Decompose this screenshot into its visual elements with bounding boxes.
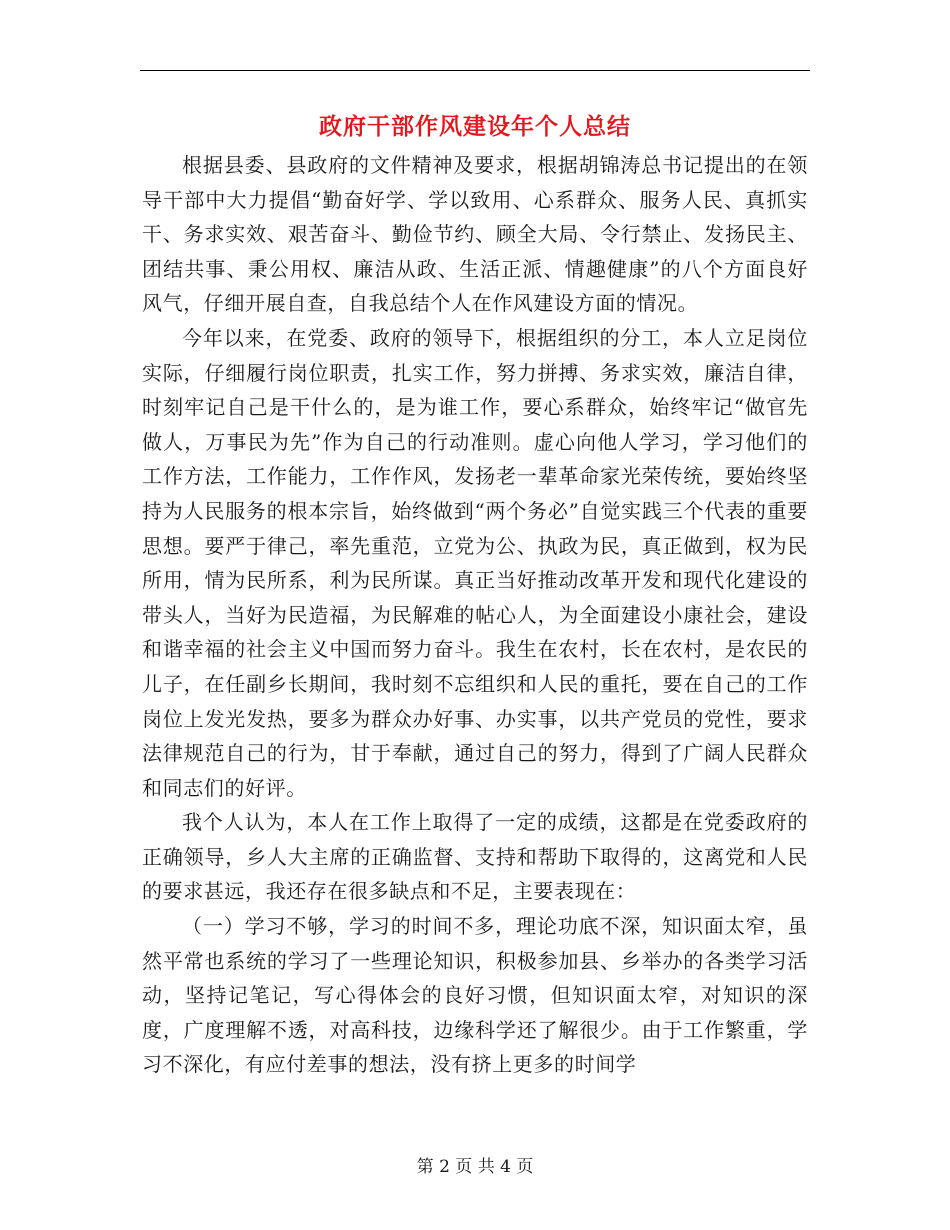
page-number-footer: 第 2 页 共 4 页 — [416, 1157, 534, 1177]
header-rule — [140, 70, 810, 71]
document-title: 政府干部作风建设年个人总结 — [319, 113, 631, 140]
paragraph-shortcoming-1: （一）学习不够，学习的时间不多，理论功底不深，知识面太窄，虽然平常也系统的学习了一些理论知识，积极参加县、乡举办的各类学习活动，坚持记笔记，写心得体会的良好习惯，但知识面太窄，对知识的深度，广度理解不透，对高科技，边缘科学还了解很少。由于工作繁重，学习不深化，有应付差事的想法，没有挤上更多的时间学 — [142, 914, 808, 1077]
paragraph-work-summary: 今年以来，在党委、政府的领导下，根据组织的分工，本人立足岗位实际，仔细履行岗位职责，扎实工作，努力拼搏、务求实效，廉洁自律，时刻牢记自己是干什么的，是为谁工作，要心系群众，始终牢记“做官先做人，万事民为先”作为自己的行动准则。虚心向他人学习，学习他们的工作方法，工作能力，工作作风，发扬老一辈革命家光荣传统，要始终坚持为人民服务的根本宗旨，始终做到“两个务必”自觉实践三个代表的重要思想。要严于律己，率先重范，立党为公、执政为民，真正做到，权为民所用，情为民所系，利为民所谋。真正当好推动改革开发和现代化建设的带头人，当好为民造福，为民解难的帖心人，为全面建设小康社会，建设和谐幸福的社会主义中国而努力奋斗。我生在农村，长在农村，是农民的儿子，在任副乡长期间，我时刻不忘组织和人民的重托，要在自己的工作岗位上发光发热，要多为群众办好事、办实事，以共产党员的党性，要求法律规范自己的行为，甘于奉献，通过自己的努力，得到了广阔人民群众和同志们的好评。 — [142, 325, 808, 800]
paragraph-intro: 根据县委、县政府的文件精神及要求，根据胡锦涛总书记提出的在领导干部中大力提倡“勤奋好学、学以致用、心系群众、服务人民、真抓实干、务求实效、艰苦奋斗、勤俭节约、顾全大局、令行禁止、发扬民主、团结共事、秉公用权、廉洁从政、生活正派、情趣健康”的八个方面良好风气，仔细开展自查，自我总结个人在作风建设方面的情况。 — [142, 153, 808, 316]
document-body — [142, 148, 808, 1082]
paragraph-shortcomings-intro: 我个人认为，本人在工作上取得了一定的成绩，这都是在党委政府的正确领导，乡人大主席的正确监督、支持和帮助下取得的，这离党和人民的要求甚远，我还存在很多缺点和不足，主要表现在： — [142, 810, 808, 904]
